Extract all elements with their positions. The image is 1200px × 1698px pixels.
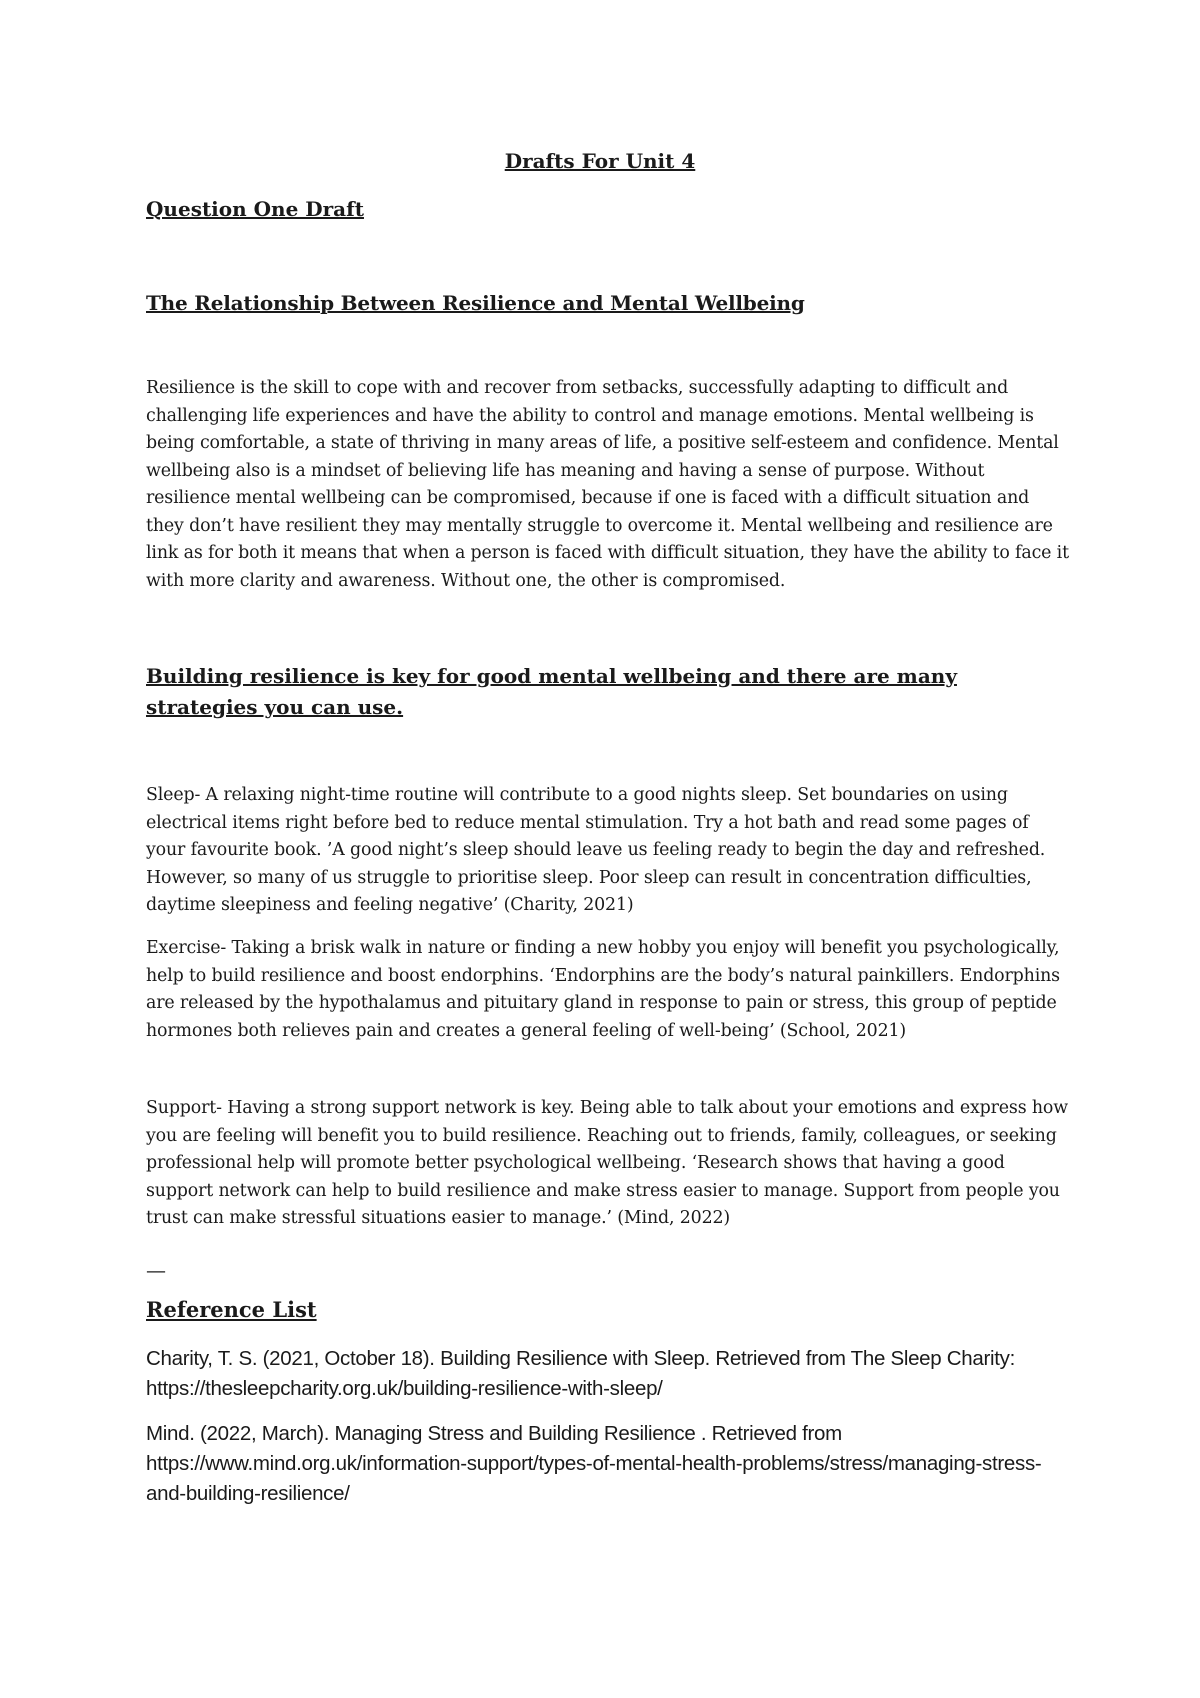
reference-list-heading: Reference List [146, 1297, 317, 1322]
document-title: Drafts For Unit 4 [504, 149, 696, 173]
section-heading-strategies: Building resilience is key for good mental wellbeing and there are many strategies you can use. [146, 664, 957, 719]
reference-item: Mind. (2022, March). Managing Stress and Building Resilience . Retrieved from https://www.mind.org.uk/information-support/types-of-mental-health-problems/stress/managing-stress-and-building-resilience/ [146, 1422, 1042, 1505]
paragraph-support: Support- Having a strong support network is key. Being able to talk about your emotions and express how you are feeling will benefit you to build resilience. Reaching out to friends, family, colleagues, or seeking professional help will promote better psychological wellbeing. ‘Research shows that having a good support network can help to build resilience and make stress easier to manage. Support from people you trust can make stressful situations easier to manage.’ (Mind, 2022) [146, 1098, 1068, 1228]
paragraph-sleep: Sleep- A relaxing night-time routine will contribute to a good nights sleep. Set boundaries on using electrical items right before bed to reduce mental stimulation. Try a hot bath and read some pages of your favourite book. ’A good night’s sleep should leave us feeling ready to begin the day and refreshed. However, so many of us struggle to prioritise sleep. Poor sleep can result in concentration difficulties, daytime sleepiness and feeling negative’ (Charity, 2021) [146, 785, 1046, 915]
paragraph-resilience-definition: Resilience is the skill to cope with and recover from setbacks, successfully adapting to difficult and challenging life experiences and have the ability to control and manage emotions. Mental wellbeing is being comfortable, a state of thriving in many areas of life, a positive self-esteem and confidence. Mental wellbeing also is a mindset of believing life has meaning and having a sense of purpose. Without resilience mental wellbeing can be compromised, because if one is faced with a difficult situation and they don’t have resilient they may mentally struggle to overcome it. Mental wellbeing and resilience are link as for both it means that when a person is faced with difficult situation, they have the ability to face it with more clarity and awareness. Without one, the other is compromised. [146, 378, 1069, 591]
reference-item: Charity, T. S. (2021, October 18). Building Resilience with Sleep. Retrieved from The Sleep Charity: https://thesleepcharity.org.uk/building-resilience-with-sleep/ [146, 1347, 1016, 1400]
paragraph-exercise: Exercise- Taking a brisk walk in nature or finding a new hobby you enjoy will benefit you psychologically, help to build resilience and boost endorphins. ‘Endorphins are the body’s natural painkillers. Endorphins are released by the hypothalamus and pituitary gland in response to pain or stress, this group of peptide hormones both relieves pain and creates a general feeling of well-being’ (School, 2021) [146, 938, 1060, 1041]
question-heading: Question One Draft [146, 197, 364, 221]
section-heading-relationship: The Relationship Between Resilience and Mental Wellbeing [146, 291, 805, 315]
section-divider: — [146, 1258, 166, 1282]
